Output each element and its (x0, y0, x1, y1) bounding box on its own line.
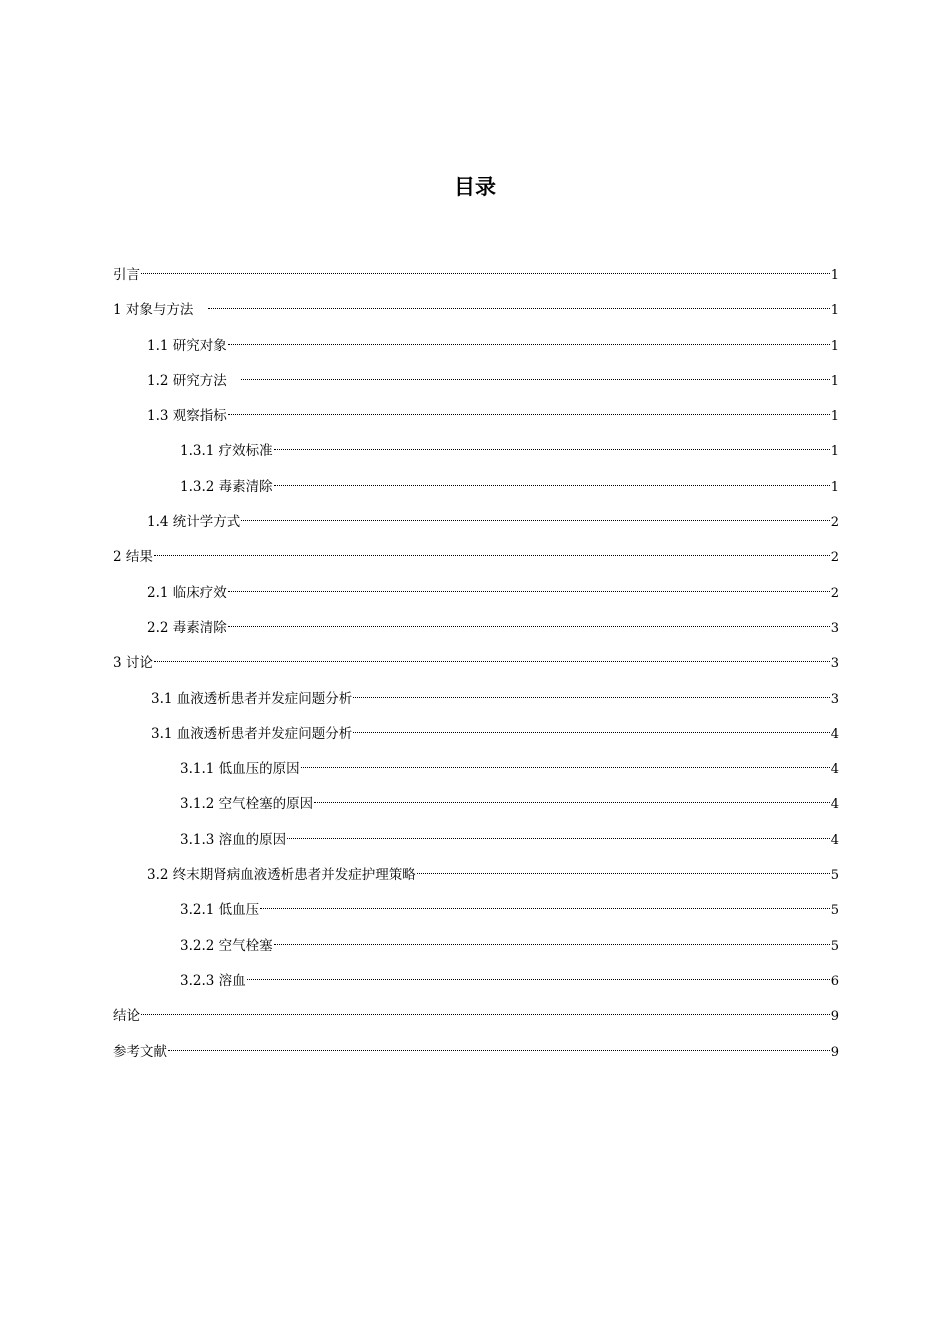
toc-entry[interactable] (113, 718, 839, 753)
toc-entry[interactable] (113, 435, 839, 470)
toc-entry-label: 3.1.1 低血压的原因 (180, 761, 300, 778)
toc-entry[interactable] (113, 259, 839, 294)
toc-entry[interactable] (113, 647, 839, 682)
toc-entry-label: 3.1 血液透析患者并发症问题分析 (151, 690, 353, 707)
toc-dot-leader (274, 471, 830, 491)
toc-dot-leader (274, 930, 830, 950)
toc-page-number: 1 (830, 444, 839, 460)
toc-entry[interactable] (113, 294, 839, 329)
toc-entry-label: 结论 (113, 1008, 140, 1025)
toc-page-number: 5 (830, 868, 839, 884)
toc-entry-label: 1.3.1 疗效标准 (180, 443, 273, 460)
toc-entry-label: 3.2.1 低血压 (180, 902, 260, 919)
toc-entry[interactable] (113, 965, 839, 1000)
toc-dot-leader (314, 788, 830, 808)
toc-entry-label: 3.2.2 空气栓塞 (180, 937, 273, 954)
toc-page-number: 4 (830, 797, 839, 813)
toc-page-number: 3 (830, 691, 839, 707)
toc-page-number: 1 (830, 479, 839, 495)
toc-dot-leader (287, 824, 830, 844)
table-of-contents (113, 259, 839, 1071)
toc-page-number: 5 (830, 903, 839, 919)
toc-entry[interactable] (113, 577, 839, 612)
toc-entry[interactable] (113, 330, 839, 365)
toc-dot-leader (274, 435, 830, 455)
toc-entry[interactable] (113, 612, 839, 647)
toc-page-number: 9 (830, 1044, 839, 1060)
toc-entry-label: 1 对象与方法 (113, 302, 207, 319)
toc-entry-label: 1.2 研究方法 (147, 372, 241, 389)
toc-page-number: 2 (830, 585, 839, 601)
toc-entry[interactable] (113, 365, 839, 400)
toc-entry-label: 1.3.2 毒素清除 (180, 478, 273, 495)
toc-entry-label: 参考文献 (113, 1043, 167, 1060)
page-title: 目录 (454, 175, 496, 199)
toc-entry[interactable] (113, 753, 839, 788)
toc-page-number: 5 (830, 938, 839, 954)
toc-entry-label: 3.2 终末期肾病血液透析患者并发症护理策略 (147, 867, 416, 884)
toc-entry-label: 1.4 统计学方式 (147, 514, 241, 531)
toc-dot-leader (141, 259, 830, 279)
toc-entry[interactable] (113, 506, 839, 541)
toc-dot-leader (228, 400, 830, 420)
toc-entry-label: 3.1.3 溶血的原因 (180, 831, 287, 848)
toc-page-number: 2 (830, 550, 839, 566)
toc-entry[interactable] (113, 788, 839, 823)
toc-page-number: 1 (830, 303, 839, 319)
toc-entry[interactable] (113, 471, 839, 506)
toc-entry-label: 2.2 毒素清除 (147, 619, 227, 636)
toc-dot-leader (417, 859, 830, 879)
toc-page-number: 1 (830, 338, 839, 354)
toc-dot-leader (241, 365, 829, 385)
toc-entry-label: 引言 (113, 267, 140, 283)
toc-entry[interactable] (113, 824, 839, 859)
toc-page-number: 3 (830, 656, 839, 672)
toc-dot-leader (141, 1000, 830, 1020)
toc-page-number: 1 (830, 409, 839, 425)
toc-dot-leader (228, 330, 830, 350)
toc-entry[interactable] (113, 894, 839, 929)
toc-dot-leader (247, 965, 830, 985)
toc-entry[interactable] (113, 859, 839, 894)
toc-entry-label: 3.1.2 空气栓塞的原因 (180, 796, 314, 813)
toc-entry-label: 1.1 研究对象 (147, 337, 227, 354)
toc-entry-label: 3.1 血液透析患者并发症问题分析 (151, 725, 353, 742)
toc-page-number: 4 (830, 762, 839, 778)
toc-entry-label: 2.1 临床疗效 (147, 584, 227, 601)
toc-page-number: 9 (830, 1009, 839, 1025)
toc-page-number: 4 (830, 832, 839, 848)
toc-entry[interactable] (113, 930, 839, 965)
toc-page-number: 4 (830, 726, 839, 742)
toc-dot-leader (301, 753, 830, 773)
toc-entry-label: 3 讨论 (113, 655, 153, 672)
toc-dot-leader (353, 718, 829, 738)
toc-dot-leader (241, 506, 829, 526)
toc-page-number: 3 (830, 620, 839, 636)
toc-page-number: 1 (830, 373, 839, 389)
toc-page-number: 1 (830, 268, 839, 283)
toc-dot-leader (208, 294, 830, 314)
toc-entry[interactable] (113, 1036, 839, 1071)
toc-entry-label: 2 结果 (113, 549, 153, 566)
toc-entry[interactable] (113, 400, 839, 435)
toc-page-number: 2 (830, 515, 839, 531)
toc-entry-label: 1.3 观察指标 (147, 408, 227, 425)
toc-dot-leader (168, 1036, 830, 1056)
toc-dot-leader (353, 683, 829, 703)
toc-entry[interactable] (113, 683, 839, 718)
toc-entry-label: 3.2.3 溶血 (180, 972, 246, 989)
toc-dot-leader (260, 894, 830, 914)
toc-dot-leader (228, 612, 830, 632)
toc-entry[interactable] (113, 1000, 839, 1035)
toc-page-number: 6 (830, 973, 839, 989)
toc-dot-leader (154, 541, 830, 561)
toc-dot-leader (154, 647, 830, 667)
toc-entry[interactable] (113, 541, 839, 576)
toc-dot-leader (228, 577, 830, 597)
